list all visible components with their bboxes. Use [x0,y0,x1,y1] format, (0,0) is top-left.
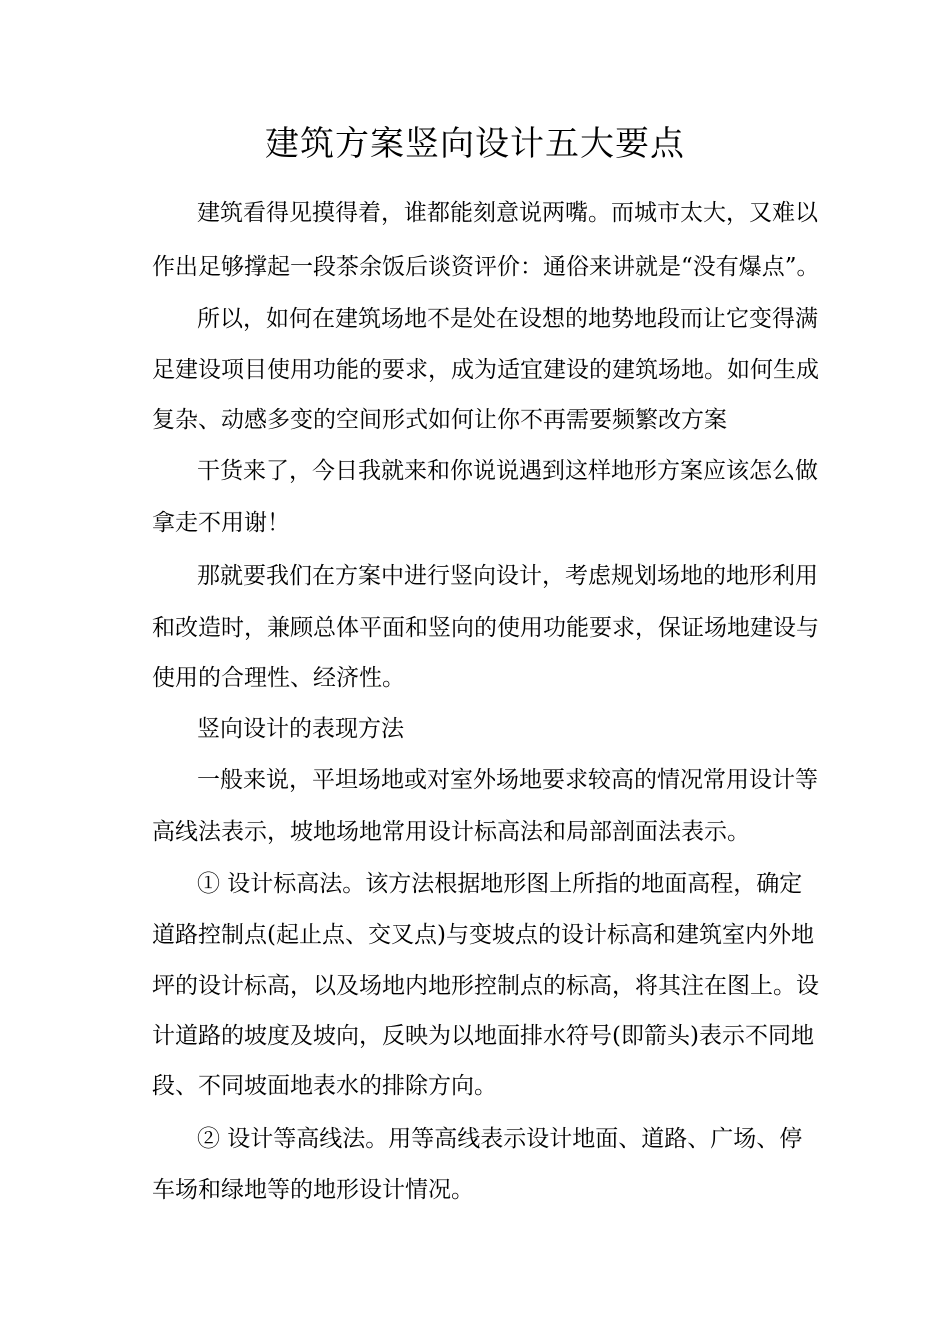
section-heading: 竖向设计的表现方法 [197,716,404,742]
paragraph-line: 车场和绿地等的地形设计情况。 [152,1177,474,1203]
paragraph-line: 和改造时，兼顾总体平面和竖向的使用功能要求，保证场地建设与 [152,615,819,641]
paragraph-line: 作出足够撑起一段茶余饭后谈资评价：通俗来讲就是“没有爆点”。 [152,254,820,280]
paragraph-line: 道路控制点(起止点、交叉点)与变坡点的设计标高和建筑室内外地 [152,922,814,948]
paragraph-line: 拿走不用谢！ [152,510,290,536]
paragraph-line: 计道路的坡度及坡向，反映为以地面排水符号(即箭头)表示不同地 [152,1023,814,1049]
paragraph-line: 足建设项目使用功能的要求，成为适宜建设的建筑场地。如何生成 [152,357,819,383]
paragraph-line: 段、不同坡面地表水的排除方向。 [152,1073,497,1099]
paragraph-line: ① 设计标高法。该方法根据地形图上所指的地面高程，确定 [197,871,803,897]
document-title: 建筑方案竖向设计五大要点 [265,124,685,164]
paragraph-line: 高线法表示，坡地场地常用设计标高法和局部剖面法表示。 [152,819,750,845]
paragraph-line: 所以，如何在建筑场地不是处在设想的地势地段而让它变得满 [197,306,818,332]
paragraph-line: 那就要我们在方案中进行竖向设计，考虑规划场地的地形利用 [197,563,818,589]
paragraph-line: 使用的合理性、经济性。 [152,665,405,691]
paragraph-line: 一般来说，平坦场地或对室外场地要求较高的情况常用设计等 [197,767,818,793]
paragraph-line: ② 设计等高线法。用等高线表示设计地面、道路、广场、停 [197,1126,803,1152]
paragraph-line: 干货来了，今日我就来和你说说遇到这样地形方案应该怎么做 [197,458,818,484]
paragraph-line: 坪的设计标高，以及场地内地形控制点的标高，将其注在图上。设 [152,973,819,999]
paragraph-line: 建筑看得见摸得着，谁都能刻意说两嘴。而城市太大，又难以 [197,200,818,226]
paragraph-line: 复杂、动感多变的空间形式如何让你不再需要频繁改方案 [152,407,727,433]
